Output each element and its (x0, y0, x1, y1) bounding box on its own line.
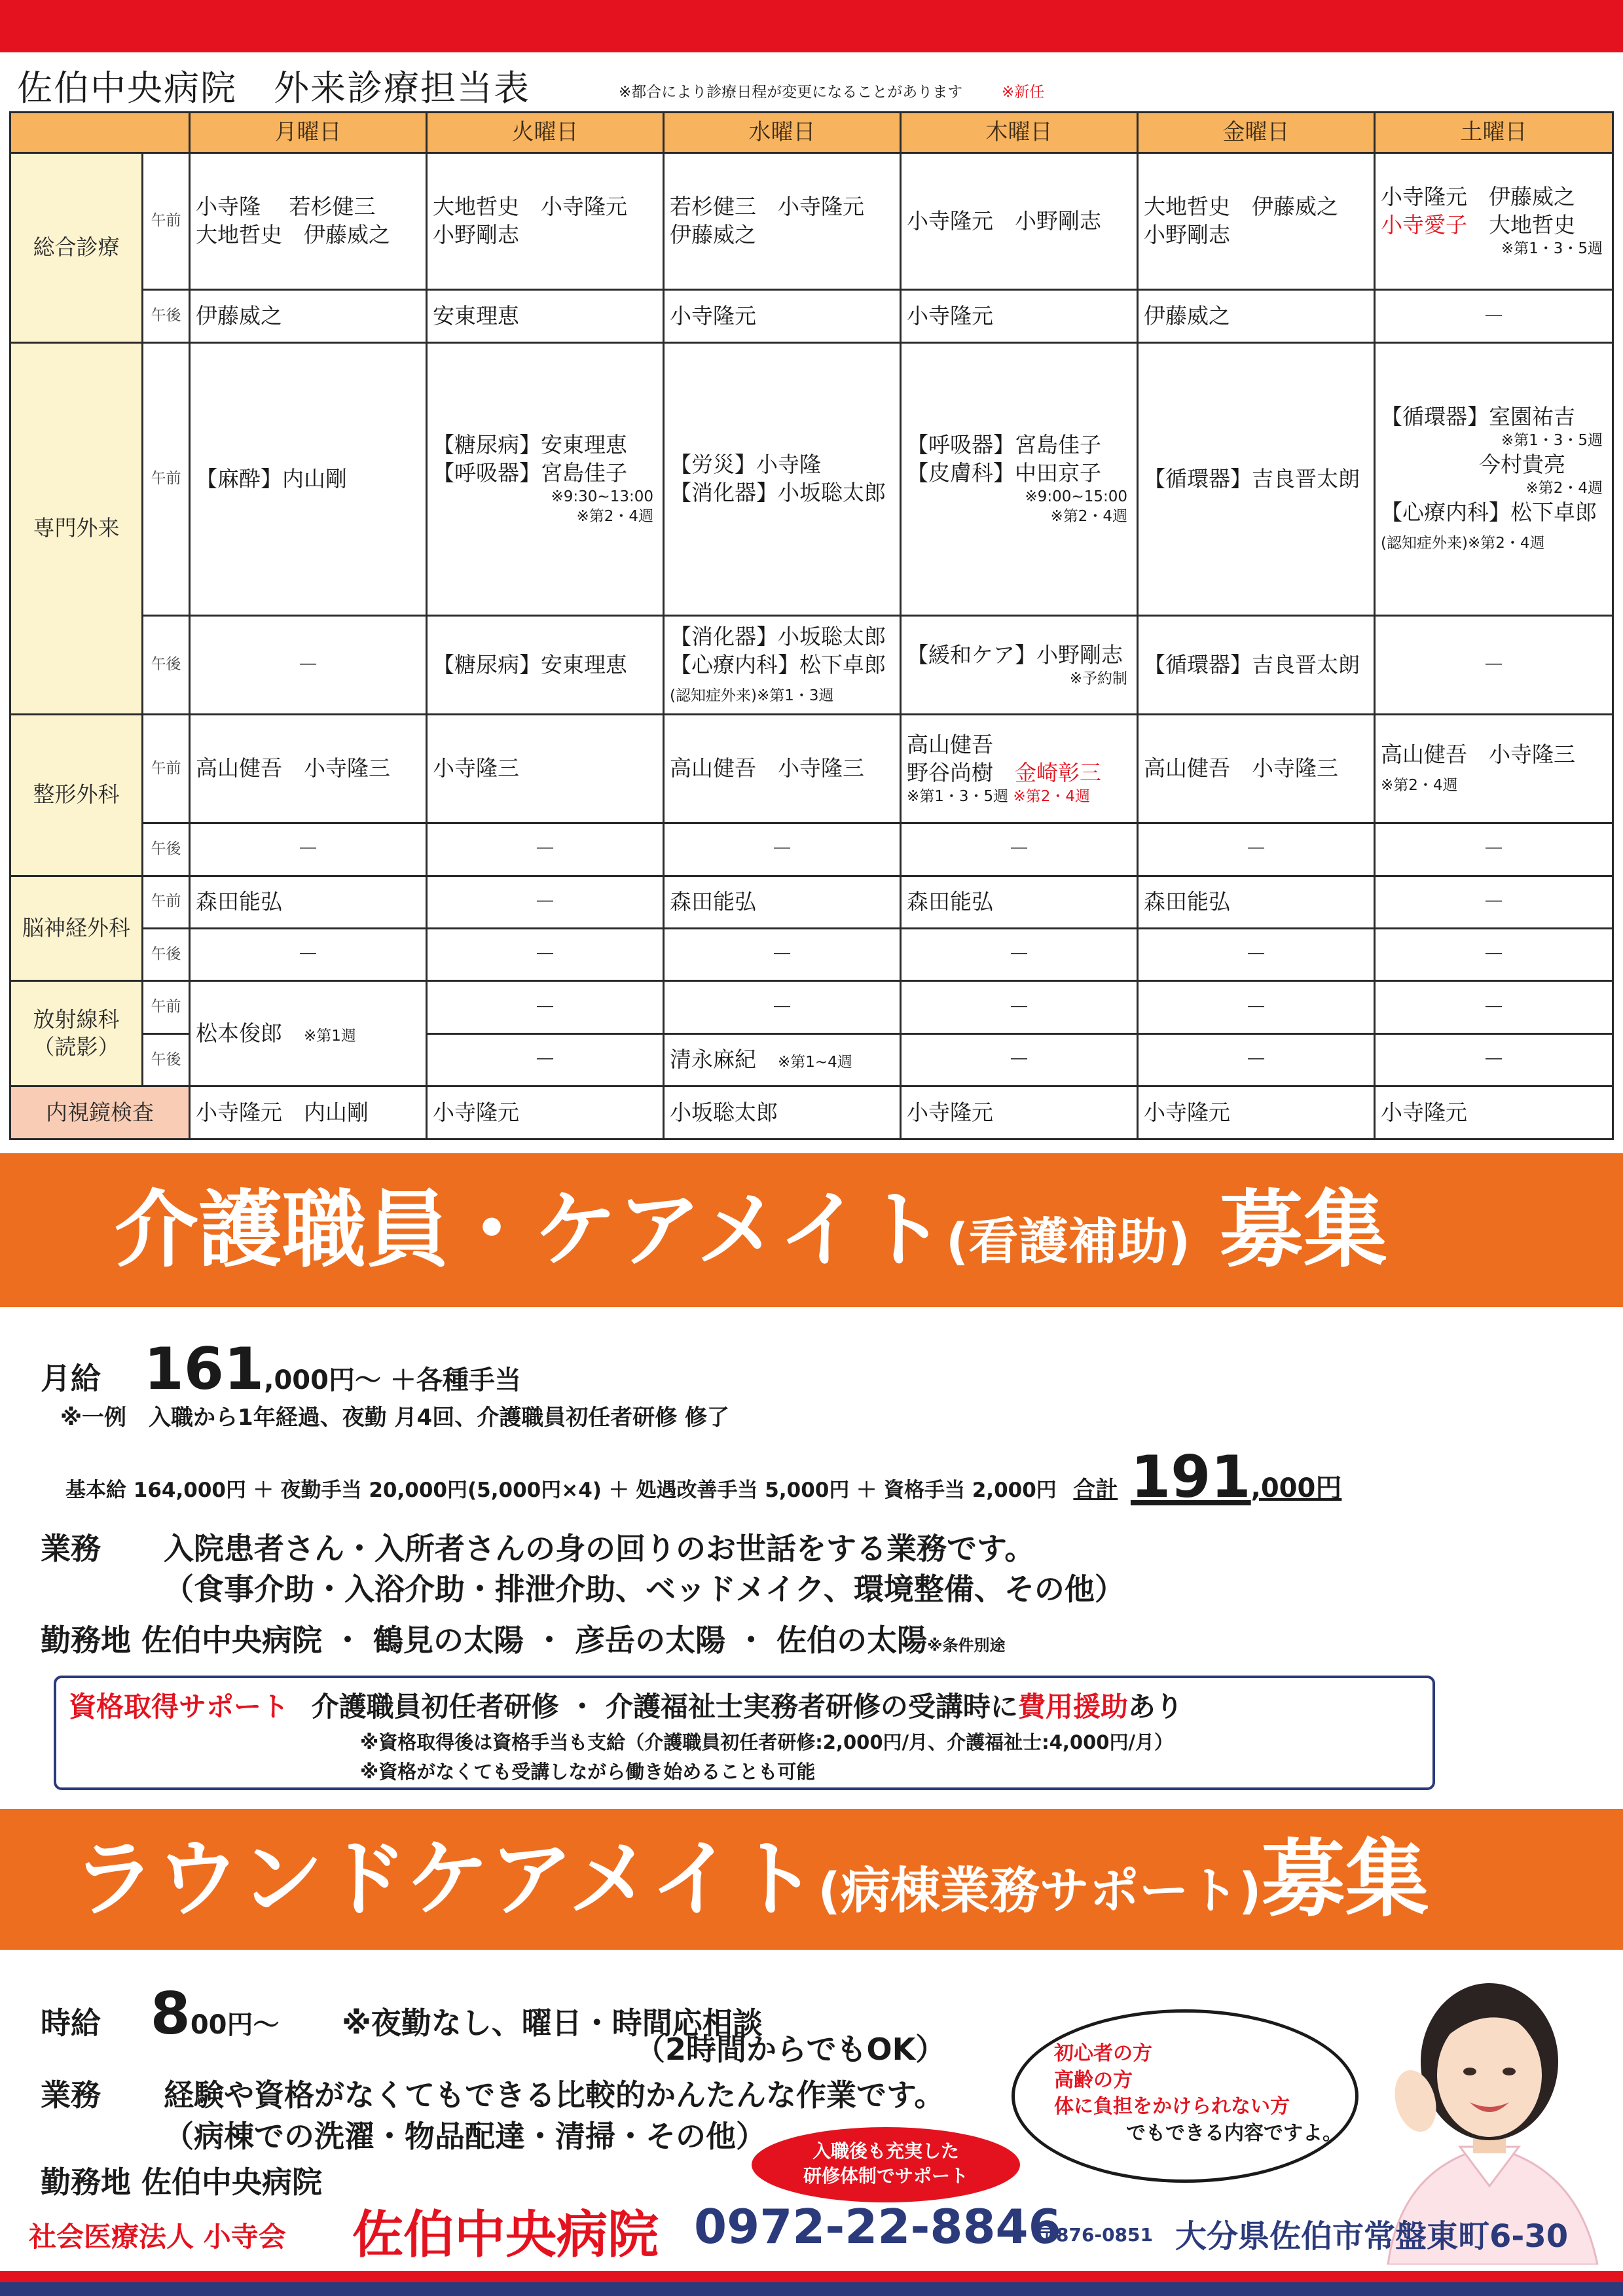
radio-pm-tue: － (427, 1033, 664, 1086)
radio-am-row (10, 981, 1613, 1033)
round-workplace-line: 勤務地 佐伯中央病院 (41, 2164, 323, 2200)
specialty-pm-row (10, 616, 1613, 715)
hourly-wage-line: 時給 800円～ ※夜勤なし、曜日・時間応相談 (41, 1980, 763, 2047)
outpatient-schedule-table (9, 111, 1614, 1140)
specialty-pm-thu: 【緩和ケア】小野剛志 ※予約制 (901, 616, 1138, 715)
neuro-am-sat: － (1375, 876, 1613, 928)
footer-hospital-name: 佐伯中央病院 (352, 2206, 659, 2265)
header-friday: 金曜日 (1138, 113, 1375, 153)
neuro-am-mon: 森田能弘 (190, 876, 427, 928)
support-headline: 資格取得サポート 介護職員初任者研修 ・ 介護福祉士実務者研修の受講時に費用援助あり (69, 1691, 1183, 1723)
care-staff-banner: 介護職員・ケアメイト(看護補助) 募集 (0, 1153, 1623, 1307)
duty-label: 業務 (41, 1531, 101, 1566)
general-am-tue: 大地哲史 小寺隆元 小野剛志 (427, 153, 664, 290)
slot-pm: 午後 (143, 616, 190, 715)
new-doctor-name: 金崎彰三 (993, 759, 1101, 785)
duty-text-2: （食事介助・入浴介助・排泄介助、ベッドメイク、環境整備、その他） (164, 1571, 1125, 1607)
general-pm-wed: 小寺隆元 (664, 290, 901, 342)
day-header-row (10, 113, 1613, 153)
round-duty-label: 業務 (41, 2077, 101, 2113)
neuro-pm-sat: － (1375, 929, 1613, 981)
general-am-wed: 若杉健三 小寺隆元 伊藤威之 (664, 153, 901, 290)
new-staff-note: ※新任 (1002, 84, 1045, 101)
endo-tue: 小寺隆元 (427, 1086, 664, 1139)
ortho-pm-fri: － (1138, 823, 1375, 876)
slot-pm: 午後 (143, 823, 190, 876)
salary-calc: 基本給 164,000円 ＋ 夜勤手当 20,000円(5,000円×4) ＋ 処遇改善手当 5,000円 ＋ 資格手当 2,000円 合計 191,000円 (65, 1443, 1342, 1511)
neuro-pm-fri: － (1138, 929, 1375, 981)
ortho-am-tue: 小寺隆三 (427, 715, 664, 823)
header-corner (10, 113, 190, 153)
slot-pm: 午後 (143, 1033, 190, 1086)
endo-wed: 小坂聡太郎 (664, 1086, 901, 1139)
ortho-pm-mon: － (190, 823, 427, 876)
radio-am-wed: － (664, 981, 901, 1033)
schedule-title: 佐伯中央病院 外来診療担当表 (17, 67, 530, 109)
support-note-1: ※資格取得後は資格手当も支給（介護職員初任者研修:2,000円/月、介護福祉士:4,000円/月） (360, 1731, 1174, 1753)
header-thursday: 木曜日 (901, 113, 1138, 153)
slot-am: 午前 (143, 876, 190, 928)
general-am-fri: 大地哲史 伊藤威之 小野剛志 (1138, 153, 1375, 290)
slot-am: 午前 (143, 715, 190, 823)
schedule-change-note: ※都合により診療日程が変更になることがあります (619, 84, 963, 101)
ortho-am-sat: 高山健吾 小寺隆三 ※第2・4週 (1375, 715, 1613, 823)
slot-am: 午前 (143, 981, 190, 1033)
workplace-line: 勤務地 佐伯中央病院 ・ 鶴見の太陽 ・ 彦岳の太陽 ・ 佐伯の太陽※条件別途 (41, 1623, 1006, 1658)
general-pm-tue: 安東理恵 (427, 290, 664, 342)
dept-radiology: 放射線科 （読影） (10, 981, 143, 1086)
neuro-pm-mon: － (190, 929, 427, 981)
radio-am-sat: － (1375, 981, 1613, 1033)
dept-ortho: 整形外科 (10, 715, 143, 876)
specialty-pm-sat: － (1375, 616, 1613, 715)
hourly-wage-note: （2時間からでもOK） (635, 2032, 946, 2067)
duty-text-1: 入院患者さん・入所者さんの身の回りのお世話をする業務です。 (164, 1531, 1035, 1566)
general-pm-row (10, 290, 1613, 342)
endo-mon: 小寺隆元 内山剛 (190, 1086, 427, 1139)
salary-line: 月給 161,000円～ ＋各種手当 (41, 1335, 521, 1403)
neuro-am-wed: 森田能弘 (664, 876, 901, 928)
new-doctor-name: 小寺愛子 (1381, 212, 1467, 238)
general-pm-thu: 小寺隆元 (901, 290, 1138, 342)
footer-postal: 〒876-0851 (1038, 2224, 1153, 2246)
general-am-row (10, 153, 1613, 290)
ortho-pm-row (10, 823, 1613, 876)
bottom-color-bar (0, 2271, 1623, 2296)
slot-pm: 午後 (143, 290, 190, 342)
slot-pm: 午後 (143, 929, 190, 981)
specialty-am-sat: 【循環器】室園祐吉 ※第1・3・5週 今村貴亮 ※第2・4週 【心療内科】松下卓郎 (認知症外来)※第2・4週 (1375, 342, 1613, 615)
radio-am-thu: － (901, 981, 1138, 1033)
endo-sat: 小寺隆元 (1375, 1086, 1613, 1139)
endo-fri: 小寺隆元 (1138, 1086, 1375, 1139)
ortho-pm-tue: － (427, 823, 664, 876)
top-red-bar (0, 0, 1623, 52)
general-am-mon: 小寺隆 若杉健三 大地哲史 伊藤威之 (190, 153, 427, 290)
specialty-am-row (10, 342, 1613, 615)
round-care-banner: ラウンドケアメイト(病棟業務サポート)募集 (0, 1809, 1623, 1950)
ortho-am-thu: 高山健吾 野谷尚樹 金崎彰三 ※第1・3・5週 ※第2・4週 (901, 715, 1138, 823)
ortho-pm-wed: － (664, 823, 901, 876)
radio-pm-thu: － (901, 1033, 1138, 1086)
footer-address: 大分県佐伯市常盤東町6-30 (1175, 2218, 1569, 2255)
dept-endoscopy: 内視鏡検査 (10, 1086, 190, 1139)
neuro-am-tue: － (427, 876, 664, 928)
ortho-pm-thu: － (901, 823, 1138, 876)
specialty-am-wed: 【労災】小寺隆 【消化器】小坂聡太郎 (664, 342, 901, 615)
neuro-pm-wed: － (664, 929, 901, 981)
neuro-pm-thu: － (901, 929, 1138, 981)
round-duty-text-2: （病棟での洗濯・物品配達・清掃・その他） (164, 2119, 766, 2154)
specialty-pm-mon: － (190, 616, 427, 715)
specialty-pm-wed: 【消化器】小坂聡太郎 【心療内科】松下卓郎 (認知症外来)※第1・3週 (664, 616, 901, 715)
neuro-am-thu: 森田能弘 (901, 876, 1138, 928)
footer-org: 社会医療法人 小寺会 (29, 2221, 286, 2253)
specialty-pm-fri: 【循環器】吉良晋太朗 (1138, 616, 1375, 715)
general-pm-mon: 伊藤威之 (190, 290, 427, 342)
round-duty-text-1: 経験や資格がなくてもできる比較的かんたんな作業です。 (164, 2077, 945, 2113)
radio-pm-sat: － (1375, 1033, 1613, 1086)
neuro-pm-tue: － (427, 929, 664, 981)
specialty-am-tue: 【糖尿病】安東理恵 【呼吸器】宮島佳子 ※9:30~13:00 ※第2・4週 (427, 342, 664, 615)
neuro-pm-row (10, 929, 1613, 981)
neuro-am-row (10, 876, 1613, 928)
slot-am: 午前 (143, 342, 190, 615)
general-am-thu: 小寺隆元 小野剛志 (901, 153, 1138, 290)
specialty-am-fri: 【循環器】吉良晋太朗 (1138, 342, 1375, 615)
training-support-text: 入職後も充実した 研修体制でサポート (803, 2140, 968, 2187)
specialty-pm-tue: 【糖尿病】安東理恵 (427, 616, 664, 715)
header-wednesday: 水曜日 (664, 113, 901, 153)
general-pm-sat: － (1375, 290, 1613, 342)
specialty-am-mon: 【麻酔】内山剛 (190, 342, 427, 615)
speech-bubble-text: 初心者の方 高齢の方 体に負担をかけられない方 でもできる内容ですよ。 (1054, 2042, 1342, 2145)
support-note-2: ※資格がなくても受講しながら働き始めることも可能 (360, 1761, 816, 1783)
radio-pm-fri: － (1138, 1033, 1375, 1086)
dept-specialty: 専門外来 (10, 342, 143, 714)
dept-general: 総合診療 (10, 153, 143, 343)
ortho-am-fri: 高山健吾 小寺隆三 (1138, 715, 1375, 823)
slot-am: 午前 (143, 153, 190, 290)
ortho-am-mon: 高山健吾 小寺隆三 (190, 715, 427, 823)
ortho-pm-sat: － (1375, 823, 1613, 876)
general-am-sat: 小寺隆元 伊藤威之 小寺愛子 大地哲史 ※第1・3・5週 (1375, 153, 1613, 290)
footer-phone: 0972-22-8846 (694, 2199, 1061, 2254)
radio-pm-wed: 清永麻紀 ※第1~4週 (664, 1033, 901, 1086)
dept-neuro: 脳神経外科 (10, 876, 143, 981)
ortho-am-row (10, 715, 1613, 823)
endo-thu: 小寺隆元 (901, 1086, 1138, 1139)
salary-example: ※一例 入職から1年経過、夜勤 月4回、介護職員初任者研修 修了 (60, 1405, 730, 1431)
general-pm-fri: 伊藤威之 (1138, 290, 1375, 342)
ortho-am-wed: 高山健吾 小寺隆三 (664, 715, 901, 823)
header-saturday: 土曜日 (1375, 113, 1613, 153)
radio-am-fri: － (1138, 981, 1375, 1033)
radio-am-tue: － (427, 981, 664, 1033)
neuro-am-fri: 森田能弘 (1138, 876, 1375, 928)
header-tuesday: 火曜日 (427, 113, 664, 153)
endoscopy-row (10, 1086, 1613, 1139)
specialty-am-thu: 【呼吸器】宮島佳子 【皮膚科】中田京子 ※9:00~15:00 ※第2・4週 (901, 342, 1138, 615)
header-monday: 月曜日 (190, 113, 427, 153)
radio-mon: 松本俊郎 ※第1週 (190, 981, 427, 1086)
